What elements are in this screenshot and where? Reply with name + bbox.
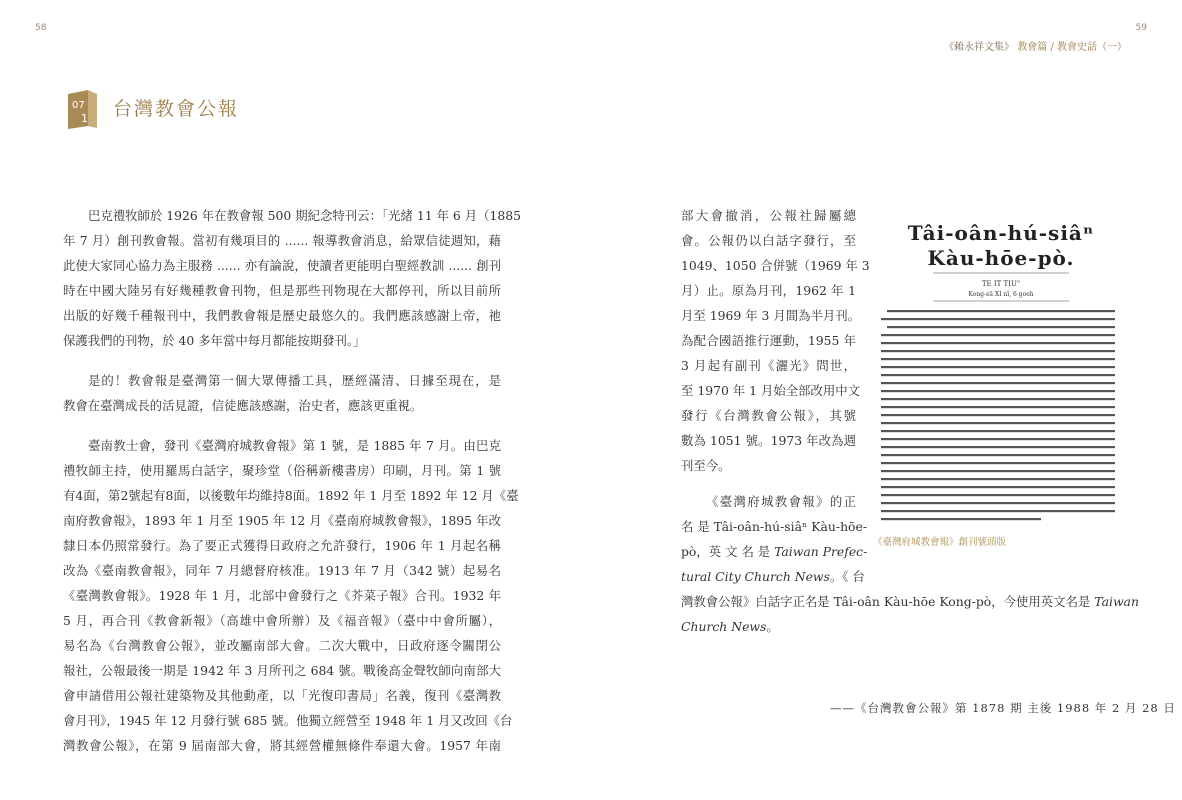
- text-line: pò，英 文 名 是 Taiwan Prefec-: [681, 544, 868, 559]
- text-line: 南府教會報》，1893 年 1 月至 1905 年 12 月《臺南府城教會報》，1895 年改: [63, 513, 501, 528]
- right-paragraph-1: [681, 203, 870, 478]
- text-line: 《臺灣教會報》。1928 年 1 月，北部中會發行之《芥菜子報》合刊。1932 年: [63, 588, 501, 603]
- text-line: 改為《臺南教會報》，同年 7 月總督府核准。1913 年 7 月（342 號）起易名: [63, 563, 501, 578]
- issue-label: TE IT TIU": [981, 280, 1021, 288]
- paragraph-3: [63, 433, 519, 758]
- paragraph-2: [63, 368, 501, 418]
- text-line: 是的！教會報是臺灣第一個大眾傳播工具，歷經滿清、日據至現在，是: [88, 373, 501, 388]
- text-line: 1049、1050 合併號（1969 年 3: [681, 258, 870, 273]
- masthead-line-1: Tâi-oân-hú-siâⁿ: [907, 221, 1095, 245]
- text-line: 此使大家同心協力為主服務 ...... 亦有論說，使讀者更能明白聖經教訓 ...... 創刊: [63, 258, 501, 273]
- text-line: 會。公報仍以白話字發行，至: [681, 233, 856, 248]
- running-head-chapter: 教會史話（一）: [1057, 42, 1127, 53]
- text-line: 保護我們的刊物，於 40 多年當中每月都能按期發刊。」: [63, 333, 366, 348]
- text-line: 3 月起有副刊《灑光》問世，: [681, 358, 856, 373]
- text-line: 有4面，第2號起有8面，以後數年均維持8面。1892 年 1 月至 1892 年 12 月《臺: [63, 488, 519, 503]
- left-page-number: 58: [35, 23, 47, 33]
- text-line: Church News。: [681, 619, 779, 634]
- text-line: 名 是 Tâi-oân-hú-siâⁿ Kàu-hōe-: [681, 519, 868, 534]
- text-line: 臺南教士會，發刊《臺灣府城教會報》第 1 號，是 1885 年 7 月。由巴克: [88, 438, 501, 453]
- text-line: 隸日本仍照常發行。為了要正式獲得日政府之允許發行，1906 年 1 月起名稱: [63, 538, 501, 553]
- text-line: 灣教會公報》白話字正名是 Tâi-oân Kàu-hōe Kong-pò，今使用英文名是 Taiwan: [681, 594, 1139, 609]
- text-line: 部大會撤消，公報社歸屬總: [681, 208, 856, 223]
- text-line: tural City Church News。《 台: [681, 569, 865, 584]
- chapter-book-icon: [64, 88, 102, 130]
- text-line: 發行《台灣教會公報》，其號: [681, 408, 856, 423]
- text-line: 5 月，再合刊《教會新報》（高雄中會所辦）及《福音報》（臺中中會所屬），: [63, 613, 501, 628]
- text-line: 報社，公報最後一期是 1942 年 3 月所刊之 684 號。戰後高金聲牧師向南部大: [63, 663, 501, 678]
- text-line: 會月刊》，1945 年 12 月發行號 685 號。他獨立經營至 1948 年 1 月又改回《台: [63, 713, 513, 728]
- right-paragraph-2-continued: [681, 589, 1139, 639]
- text-line: 教會在臺灣成長的活見證，信徒應該感謝，治史者，應該更重視。: [63, 398, 423, 413]
- text-line: 會申請借用公報社建築物及其他動產，以「光復印書局」名義，復刊《臺灣教: [63, 688, 501, 703]
- text-line: 月至 1969 年 3 月間為半月刊。: [681, 308, 861, 323]
- figure-caption: 《臺灣府城教會報》創刊號頭版: [873, 537, 1007, 548]
- right-page-number: 59: [1135, 23, 1147, 33]
- paragraph-1: [63, 203, 522, 353]
- text-line: 數為 1051 號。1973 年改為週: [681, 433, 856, 448]
- text-line: 灣教會公報》，在第 9 屆南部大會，將其經營權無條件奉還大會。1957 年南: [63, 738, 501, 753]
- right-paragraph-2: [681, 489, 868, 589]
- running-head-separator: /: [1050, 42, 1054, 53]
- running-head: [944, 38, 1127, 53]
- running-head-book: 《賴永祥文集》: [944, 42, 1015, 53]
- text-line: 時在中國大陸另有好幾種教會刊物，但是那些刊物現在大都停刊，所以目前所: [63, 283, 501, 298]
- chapter-number: 07: [72, 100, 85, 111]
- text-line: 《臺灣府城教會報》的正: [706, 494, 856, 509]
- text-line: 出版的好幾千種報刊中，我們教會報是歷史最悠久的。我們應該感謝上帝，祂: [63, 308, 501, 323]
- text-line: 禮牧師主持，使用羅馬白話字，聚珍堂（俗稱新樓書房）印刷，月刊。第 1 號: [63, 463, 501, 478]
- running-head-section: 教會篇: [1017, 42, 1048, 53]
- chapter-title: 台灣教會公報: [113, 98, 240, 120]
- text-line: 巴克禮牧師於 1926 年在教會報 500 期紀念特刊云：「光緒 11 年 6 月（1885: [88, 208, 522, 223]
- masthead-line-2: Kàu-hōe-pò.: [927, 246, 1075, 270]
- text-line: 年 7 月）創刊教會報。當初有幾項目的 ...... 報導教會消息，給眾信徒週知，藉: [63, 233, 501, 248]
- chapter-subnumber: 1: [81, 112, 88, 125]
- text-line: 易名為《台灣教會公報》，並改屬南部大會。二次大戰中，日政府逐令關閉公: [63, 638, 501, 653]
- source-citation: ——《台灣教會公報》第 1878 期 主後 1988 年 2 月 28 日: [830, 701, 1176, 715]
- issue-date: Kong-sū XI nî, 6 goeh: [968, 291, 1034, 298]
- text-line: 至 1970 年 1 月始全部改用中文: [681, 383, 861, 398]
- text-line: 刊至今。: [681, 458, 731, 473]
- text-line: 月）止。原為月刊，1962 年 1: [681, 283, 856, 298]
- text-line: 為配合國語推行運動，1955 年: [681, 333, 856, 348]
- newspaper-front-page-image: [873, 207, 1130, 527]
